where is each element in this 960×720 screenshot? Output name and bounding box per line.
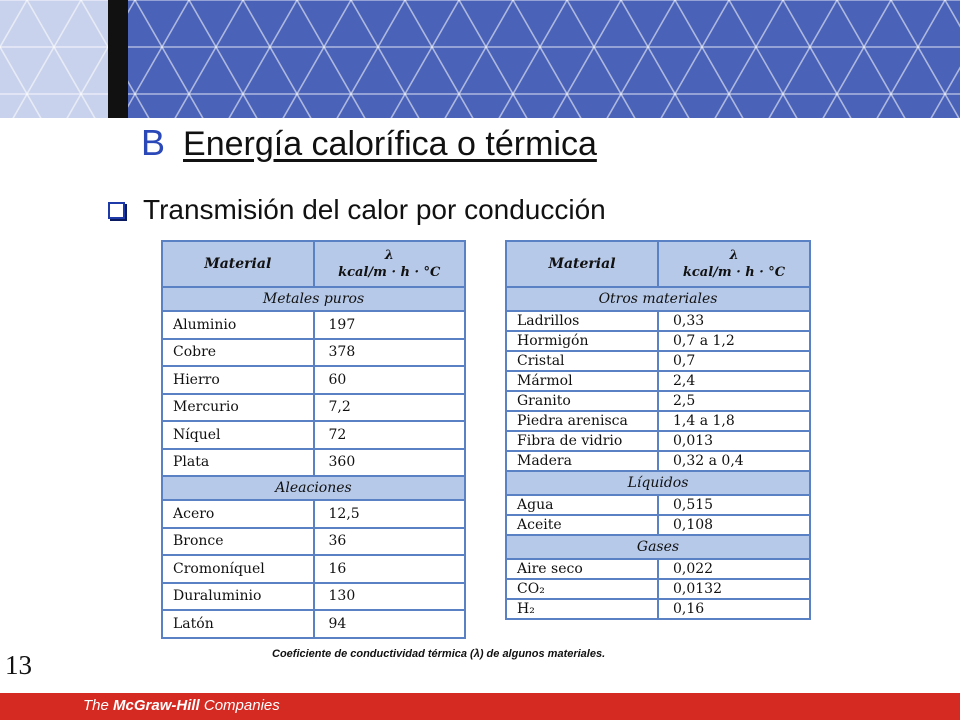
table-row [162, 610, 465, 638]
logo-brand: McGraw-Hill [113, 697, 200, 714]
value-cell: 0,108 [658, 515, 810, 535]
material-cell: Cobre [162, 339, 314, 367]
value-cell: 0,022 [658, 559, 810, 579]
section-name: Líquidos [506, 471, 810, 495]
conductivity-table-left [161, 240, 466, 639]
footer-bar [0, 693, 960, 720]
logo-suffix: Companies [199, 697, 280, 714]
table-row [506, 331, 810, 351]
table-row [162, 449, 465, 477]
value-cell: 0,515 [658, 495, 810, 515]
header-lambda [314, 241, 466, 287]
page-number: 13 [5, 650, 32, 680]
material-cell: Níquel [162, 421, 314, 449]
material-cell: Duraluminio [162, 583, 314, 611]
page-title [141, 122, 597, 164]
table-row [506, 391, 810, 411]
section-row [162, 476, 465, 500]
material-cell: Latón [162, 610, 314, 638]
conductivity-table-right [505, 240, 811, 620]
value-cell: 7,2 [314, 394, 466, 422]
table-row [162, 366, 465, 394]
table-header-row [506, 241, 810, 287]
value-cell: 0,7 a 1,2 [658, 331, 810, 351]
header-material: Material [162, 241, 314, 287]
material-cell: Agua [506, 495, 658, 515]
section-row [506, 535, 810, 559]
material-cell: Cristal [506, 351, 658, 371]
value-cell: 36 [314, 528, 466, 556]
table-row [506, 411, 810, 431]
table-row [162, 421, 465, 449]
material-cell: Acero [162, 500, 314, 528]
value-cell: 0,0132 [658, 579, 810, 599]
material-cell: Madera [506, 451, 658, 471]
table-row [162, 528, 465, 556]
table-row [162, 555, 465, 583]
value-cell: 360 [314, 449, 466, 477]
table-row [162, 500, 465, 528]
lambda-unit: kcal/m · h · °C [682, 265, 786, 280]
value-cell: 72 [314, 421, 466, 449]
material-cell: Cromoníquel [162, 555, 314, 583]
value-cell: 2,4 [658, 371, 810, 391]
section-row [506, 471, 810, 495]
material-cell: Bronce [162, 528, 314, 556]
material-cell: Plata [162, 449, 314, 477]
section-name: Metales puros [162, 287, 465, 311]
value-cell: 378 [314, 339, 466, 367]
title-letter: B [141, 122, 166, 163]
value-cell: 197 [314, 311, 466, 339]
value-cell: 0,013 [658, 431, 810, 451]
table-row [506, 351, 810, 371]
header-material: Material [506, 241, 658, 287]
material-cell: Aluminio [162, 311, 314, 339]
value-cell: 60 [314, 366, 466, 394]
value-cell: 16 [314, 555, 466, 583]
table-row [506, 515, 810, 535]
lambda-symbol: λ [384, 248, 394, 263]
material-cell: Aire seco [506, 559, 658, 579]
banner-pattern [0, 0, 960, 118]
table-row [162, 311, 465, 339]
table-row [162, 394, 465, 422]
value-cell: 12,5 [314, 500, 466, 528]
value-cell: 0,32 a 0,4 [658, 451, 810, 471]
material-cell: Hierro [162, 366, 314, 394]
material-cell: Hormigón [506, 331, 658, 351]
material-cell: Mercurio [162, 394, 314, 422]
material-cell: Aceite [506, 515, 658, 535]
material-cell: Piedra arenisca [506, 411, 658, 431]
table-row [506, 599, 810, 619]
table-row [506, 579, 810, 599]
table-row [506, 451, 810, 471]
section-row [506, 287, 810, 311]
table-row [506, 431, 810, 451]
material-cell: H₂ [506, 599, 658, 619]
material-cell: Granito [506, 391, 658, 411]
section-name: Otros materiales [506, 287, 810, 311]
table-header-row [162, 241, 465, 287]
logo-prefix: The [83, 697, 114, 714]
banner-black-bar [108, 0, 128, 118]
checkbox-bullet-icon [108, 202, 125, 219]
value-cell: 0,33 [658, 311, 810, 331]
subtitle-text: Transmisión del calor por conducción [143, 194, 606, 225]
value-cell: 2,5 [658, 391, 810, 411]
header-lambda [658, 241, 810, 287]
material-cell: CO₂ [506, 579, 658, 599]
value-cell: 0,7 [658, 351, 810, 371]
value-cell: 0,16 [658, 599, 810, 619]
value-cell: 130 [314, 583, 466, 611]
section-name: Gases [506, 535, 810, 559]
table-row [506, 311, 810, 331]
material-cell: Mármol [506, 371, 658, 391]
lambda-unit: kcal/m · h · °C [338, 265, 441, 280]
table-row [162, 583, 465, 611]
table-caption: Coeficiente de conductividad térmica (λ) de algunos materiales. [272, 648, 606, 660]
table-row [506, 495, 810, 515]
section-row [162, 287, 465, 311]
lambda-symbol: λ [729, 248, 739, 263]
subtitle [108, 194, 606, 226]
publisher-logo [83, 697, 280, 714]
section-name: Aleaciones [162, 476, 465, 500]
table-row [162, 339, 465, 367]
value-cell: 1,4 a 1,8 [658, 411, 810, 431]
material-cell: Fibra de vidrio [506, 431, 658, 451]
header-banner [0, 0, 960, 118]
table-row [506, 371, 810, 391]
value-cell: 94 [314, 610, 466, 638]
table-row [506, 559, 810, 579]
material-cell: Ladrillos [506, 311, 658, 331]
title-text: Energía calorífica o térmica [183, 125, 597, 163]
